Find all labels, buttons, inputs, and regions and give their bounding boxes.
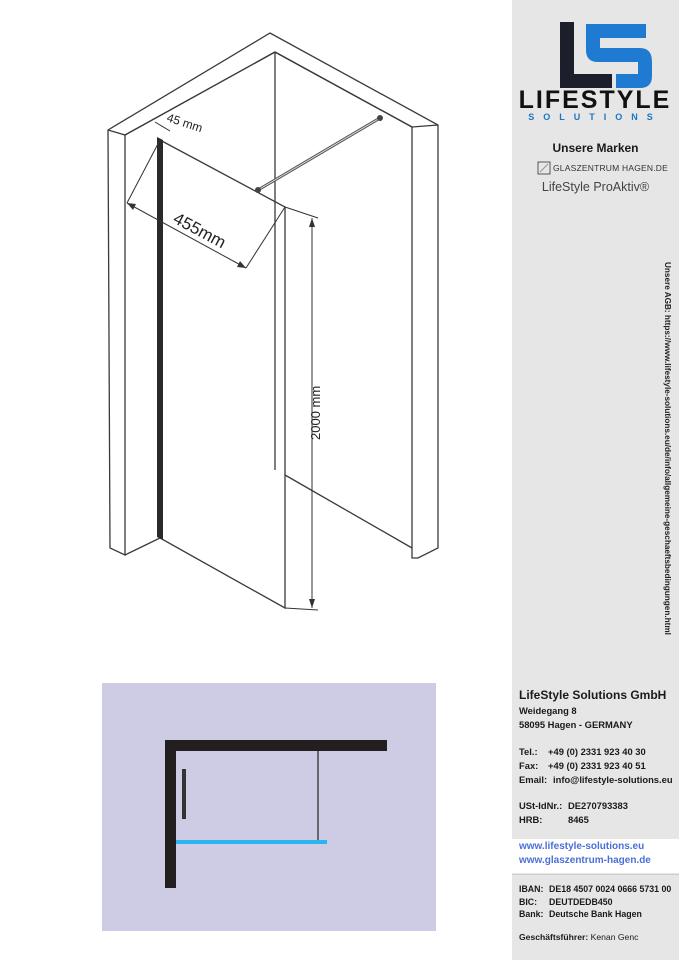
dim-width-label: 455mm (170, 208, 230, 253)
bic-value: DEUTDEDB450 (549, 896, 613, 907)
glass-pane-icon (537, 161, 551, 175)
logo-wordmark: LIFESTYLE (518, 86, 672, 114)
agb-link[interactable]: Unsere AGB: https://www.lifestyle-solutions.eu/de/info/allgemeine-geschaeftsbedingungen.html (663, 262, 672, 635)
bic-label: BIC: (519, 896, 538, 907)
bank-label: Bank: (519, 909, 544, 920)
plan-wall-left (165, 740, 176, 888)
fax-value: +49 (0) 2331 923 40 51 (548, 760, 646, 772)
contact-block (519, 745, 673, 788)
ceo-line (519, 932, 638, 942)
address-city: 58095 Hagen - GERMANY (519, 719, 633, 731)
bank-value: Deutsche Bank Hagen (549, 909, 642, 920)
ceo-label: Geschäftsführer: (519, 932, 589, 942)
link-glaszentrum-hagen[interactable]: www.glaszentrum-hagen.de (519, 855, 651, 866)
address-street: Weidegang 8 (519, 705, 577, 716)
brands-title: Unsere Marken (552, 141, 639, 155)
tel-value[interactable]: +49 (0) 2331 923 40 30 (548, 746, 646, 757)
ceo-value: Kenan Genc (590, 932, 639, 942)
iban-value: DE18 4507 0024 0666 5731 00 (549, 884, 672, 894)
fax-label: Fax: (519, 760, 539, 772)
wall-profile (157, 137, 163, 540)
company-name: LifeStyle Solutions GmbH (519, 688, 667, 702)
tel-label: Tel.: (519, 746, 538, 757)
dim-height-label: 2000 mm (308, 385, 323, 440)
wall-top-edge (108, 52, 438, 135)
plan-wall-top (165, 740, 387, 751)
sidebar-divider (512, 874, 679, 875)
plan-glass-panel (176, 840, 327, 844)
logo-subline: SOLUTIONS (528, 112, 662, 122)
plan-wall-profile (182, 769, 186, 819)
ust-label: USt-IdNr.: (519, 800, 563, 811)
email-value[interactable]: info@lifestyle-solutions.eu (553, 774, 673, 786)
plan-view-background (102, 683, 436, 931)
ust-value: DE270793383 (568, 800, 628, 811)
company-address (519, 704, 633, 732)
floor-line-right (285, 475, 412, 548)
email-label: Email: (519, 774, 548, 786)
dim-depth-label: 45 mm (165, 110, 205, 136)
floor-line-left (125, 538, 160, 555)
hrb-label: HRB: (519, 814, 543, 826)
brand-glaszentrum-label: GLASZENTRUM HAGEN.DE (553, 163, 668, 173)
hrb-value: 8465 (568, 814, 589, 826)
website-links (512, 839, 679, 873)
link-lifestyle-solutions[interactable]: www.lifestyle-solutions.eu (519, 841, 645, 852)
bank-block (519, 883, 671, 921)
brand-proaktiv: LifeStyle ProAktiv® (541, 180, 650, 194)
registry-block (519, 799, 628, 827)
brand-glaszentrum (537, 161, 677, 177)
iban-label: IBAN: (519, 884, 544, 894)
